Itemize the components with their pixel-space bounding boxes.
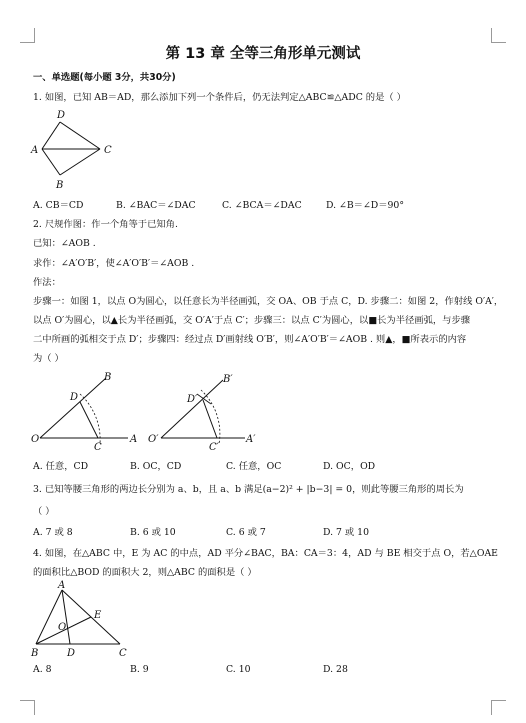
- fig1-label-a: A: [130, 434, 138, 445]
- q4-label-o: O: [58, 622, 67, 633]
- fig2-label-d-prime: D′: [187, 394, 198, 405]
- fig1-label-b: B: [104, 372, 112, 383]
- q2-option-b: B. OC，CD: [130, 461, 182, 472]
- fig1-label-d: D: [70, 392, 79, 403]
- fig1-label-o: O: [31, 434, 40, 445]
- q2-line-2: 已知：∠AOB .: [33, 238, 96, 249]
- q2-option-c: C. 任意，OC: [226, 461, 282, 472]
- crop-mark-top-left: [20, 28, 35, 43]
- q4-label-d: D: [67, 648, 76, 659]
- q2-line-8: 为（ ）: [33, 353, 64, 364]
- q4-option-d: D. 28: [323, 664, 348, 675]
- q4-stem-line-2: 的面积比△BOD 的面积大 2，则△ABC 的面积是（ ）: [33, 567, 257, 578]
- q4-label-a: A: [58, 580, 66, 591]
- q1-option-d: D. ∠B＝∠D＝90°: [326, 200, 404, 211]
- q2-line-7: 二中所画的弧相交于点 D′；步骤四：经过点 D′画射线 O′B′，则∠A′O′B′＝∠AOB . 则▲，■所表示的内容: [33, 334, 467, 345]
- q3-option-b: B. 6 或 10: [130, 527, 176, 538]
- fig1-label-c: C: [94, 442, 102, 453]
- q4-stem-line-1: 4. 如图，在△ABC 中，E 为 AC 的中点，AD 平分∠BAC，BA：CA＝3：4，AD 与 BE 相交于点 O，若△OAE: [33, 548, 498, 559]
- q2-figure-1: [28, 368, 148, 454]
- crop-mark-top-right: [491, 28, 506, 43]
- q4-label-c: C: [119, 648, 127, 659]
- q2-line-5: 步骤一：如图 1，以点 O为圆心，以任意长为半径画弧，交 OA、OB 于点 C，D. 步骤二：如图 2，作射线 O′A′，: [33, 296, 504, 307]
- section-heading: 一、单选题(每小题 3分，共30分): [33, 72, 176, 83]
- q1-option-c: C. ∠BCA＝∠DAC: [222, 200, 302, 211]
- q1-option-b: B. ∠BAC＝∠DAC: [116, 200, 196, 211]
- q2-line-6: 以点 O′为圆心，以▲长为半径画弧，交 O′A′于点 C′；步骤三：以点 C′为圆心，以■长为半径画弧，与步骤: [33, 315, 471, 326]
- q2-figure-2: [145, 368, 270, 454]
- q2-line-4: 作法：: [33, 277, 61, 288]
- q1-label-d: D: [57, 110, 66, 121]
- page-title: 第 13 章 全等三角形单元测试: [165, 46, 361, 62]
- q4-option-b: B. 9: [130, 664, 149, 675]
- q3-answer-paren: （ ）: [33, 506, 55, 517]
- fig2-label-b-prime: B′: [223, 374, 233, 385]
- q1-figure: [28, 108, 128, 192]
- q2-line-3: 求作：∠A′O′B′，使∠A′O′B′＝∠AOB .: [33, 258, 195, 269]
- fig2-label-o-prime: O′: [148, 434, 159, 445]
- q4-label-e: E: [94, 610, 102, 621]
- q3-option-d: D. 7 或 10: [323, 527, 369, 538]
- q1-label-b: B: [56, 180, 64, 191]
- q3-option-a: A. 7 或 8: [33, 527, 73, 538]
- q1-label-c: C: [104, 145, 112, 156]
- q2-option-a: A. 任意，CD: [33, 461, 89, 472]
- q3-stem: 3. 已知等腰三角形的两边长分别为 a、b，且 a、b 满足(a−2)² + |b−3| = 0，则此等腰三角形的周长为: [33, 484, 464, 495]
- fig2-label-a-prime: A′: [246, 434, 256, 445]
- q4-option-c: C. 10: [226, 664, 251, 675]
- q4-label-b: B: [31, 648, 39, 659]
- q1-stem: 1. 如图，已知 AB＝AD，那么添加下列一个条件后，仍无法判定△ABC≌△ADC 的是（ ）: [33, 92, 406, 103]
- q1-option-a: A. CB＝CD: [33, 200, 84, 211]
- q2-line-1: 2. 尺规作图：作一个角等于已知角.: [33, 219, 178, 230]
- crop-mark-bottom-left: [20, 700, 35, 715]
- q1-label-a: A: [31, 145, 39, 156]
- crop-mark-bottom-right: [491, 700, 506, 715]
- fig2-label-c-prime: C′: [209, 442, 219, 453]
- q2-option-d: D. OC，OD: [323, 461, 376, 472]
- q3-option-c: C. 6 或 7: [226, 527, 266, 538]
- q4-option-a: A. 8: [33, 664, 52, 675]
- q4-figure: [28, 580, 138, 660]
